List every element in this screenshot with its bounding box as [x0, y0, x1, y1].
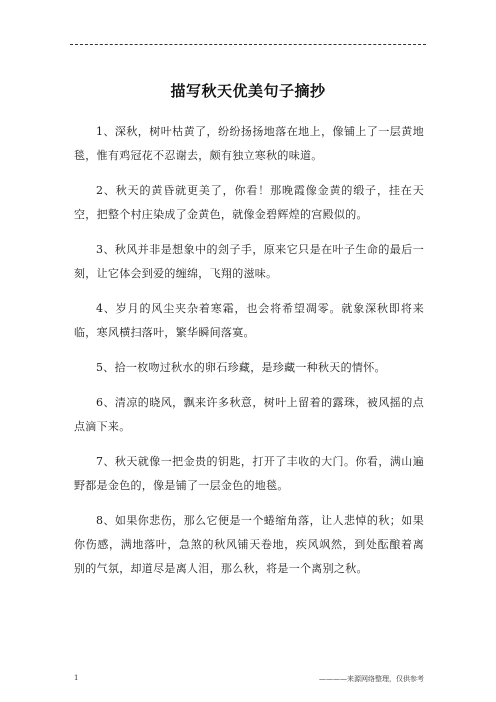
page-number: 1	[74, 674, 79, 682]
page-footer	[74, 674, 424, 684]
paragraph-2: 2、秋天的黄昏就更美了，你看！那晚霞像金黄的缎子，挂在天空，把整个村庄染成了金黄色，就像金碧辉煌的宫殿似的。	[74, 184, 424, 221]
footer-source-note: ————来源网络整理，仅供参考	[319, 675, 424, 683]
header-dashed-rule	[70, 44, 426, 45]
paragraph-4: 4、岁月的风尘夹杂着寒霜，也会将希望凋零。就象深秋即将来临，寒风横扫落叶，繁华瞬间落寞。	[74, 302, 424, 339]
paragraph-6: 6、清凉的晓风，飘来许多秋意，树叶上留着的露珠，被风摇的点点滴下来。	[74, 396, 424, 433]
paragraph-7: 7、秋天就像一把金贵的钥匙，打开了丰收的大门。你看，满山遍野都是金色的，像是铺了一层金色的地毯。	[74, 455, 424, 492]
paragraph-5: 5、拾一枚吻过秋水的卵石珍藏，是珍藏一种秋天的情怀。	[96, 361, 386, 374]
document-title: 描写秋天优美句子摘抄	[170, 82, 326, 100]
document-body	[74, 120, 424, 592]
paragraph-8: 8、如果你悲伤，那么它便是一个蜷缩角落，让人悲悼的秋；如果你伤感，满地落叶，急煞的秋风铺天卷地，疾风飒然，到处酝酿着离别的气氛，却道尽是离人泪，那么秋，将是一个离别之秋。	[74, 514, 424, 575]
paragraph-1: 1、深秋，树叶枯黄了，纷纷扬扬地落在地上，像铺上了一层黄地毯，惟有鸡冠花不忍谢去，颇有独立寒秋的味道。	[74, 125, 424, 162]
paragraph-3: 3、秋风并非是想象中的刽子手，原来它只是在叶子生命的最后一刻，让它体会到爱的缠绵，飞翔的滋味。	[74, 243, 424, 280]
